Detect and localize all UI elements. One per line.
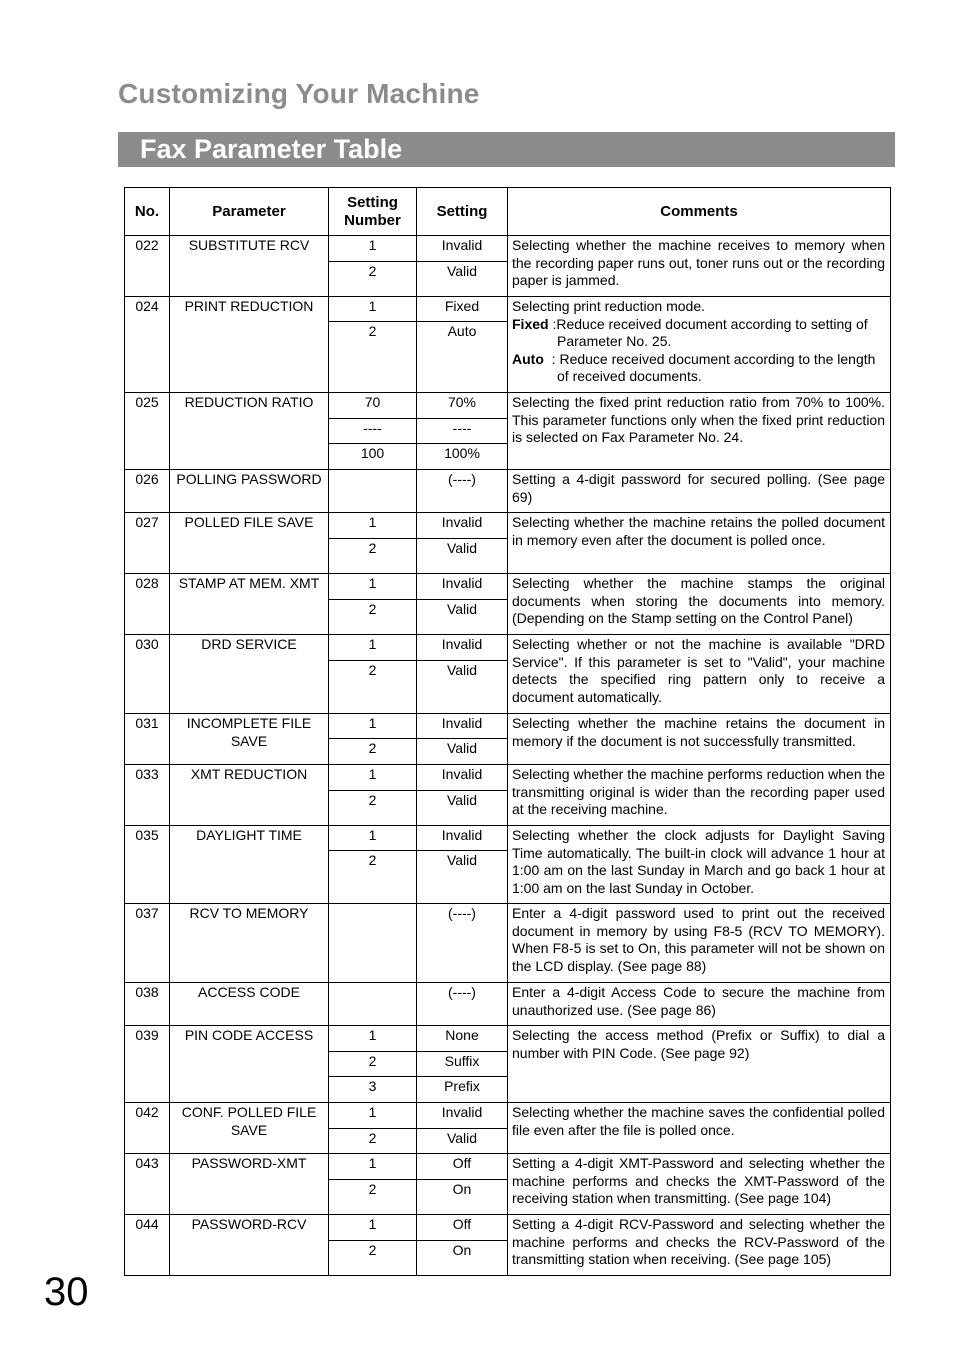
- setting-value-cell: Auto: [417, 322, 508, 393]
- setting-value-cell: Valid: [417, 262, 508, 297]
- setting-value-cell: Prefix: [417, 1077, 508, 1103]
- setting-number-cell: 2: [329, 1052, 417, 1077]
- comment-option-line: [512, 316, 885, 334]
- table-row: [125, 1026, 891, 1052]
- setting-value-cell: On: [417, 1241, 508, 1276]
- setting-value-cell: Invalid: [417, 513, 508, 539]
- comments-cell: Selecting whether the machine retains the polled document in memory even after the document is polled once.: [508, 513, 891, 574]
- parameter-number-cell: 039: [125, 1026, 170, 1103]
- setting-number-cell: 1: [329, 1103, 417, 1129]
- setting-value-cell: Valid: [417, 791, 508, 826]
- setting-number-cell: 1: [329, 635, 417, 661]
- setting-number-cell: 70: [329, 393, 417, 419]
- table-row: [125, 236, 891, 262]
- setting-value-cell: Valid: [417, 739, 508, 765]
- setting-value-cell: Off: [417, 1154, 508, 1180]
- comments-cell: Setting a 4-digit XMT-Password and selecting whether the machine performs and checks the XMT-Password of the receiving station when transmitting. (See page 104): [508, 1154, 891, 1215]
- comments-cell: [508, 297, 891, 393]
- parameter-number-cell: 022: [125, 236, 170, 297]
- setting-number-cell: 2: [329, 262, 417, 297]
- parameter-number-cell: 044: [125, 1215, 170, 1276]
- comment-option-line: [512, 351, 885, 369]
- parameter-number-cell: 028: [125, 574, 170, 635]
- comments-cell: Setting a 4-digit password for secured polling. (See page 69): [508, 470, 891, 513]
- comments-cell: Setting a 4-digit RCV-Password and selecting whether the machine performs and checks the RCV-Password of the transmitting station when receiving. (See page 105): [508, 1215, 891, 1276]
- setting-number-cell: 2: [329, 600, 417, 635]
- parameter-number-cell: 027: [125, 513, 170, 574]
- setting-value-cell: Valid: [417, 1129, 508, 1154]
- setting-number-cell: 2: [329, 1129, 417, 1154]
- comment-option-text: Reduce received document according to setting of: [556, 315, 868, 332]
- setting-value-cell: Invalid: [417, 826, 508, 851]
- setting-value-cell: Invalid: [417, 765, 508, 791]
- setting-value-cell: Off: [417, 1215, 508, 1241]
- parameter-number-cell: 030: [125, 635, 170, 714]
- column-header-parameter: Parameter: [170, 188, 329, 236]
- table-row: [125, 635, 891, 661]
- table-row: [125, 983, 891, 1026]
- parameter-name-cell: REDUCTION RATIO: [170, 393, 329, 470]
- table-row: [125, 393, 891, 419]
- parameter-name-cell: DRD SERVICE: [170, 635, 329, 714]
- comments-cell: Selecting whether or not the machine is available "DRD Service". If this parameter is set to "Valid", your machine detects the specified ring pattern only to receive a document automatically.: [508, 635, 891, 714]
- comment-option-separator: :: [543, 350, 560, 367]
- parameter-name-cell: PRINT REDUCTION: [170, 297, 329, 393]
- table-row: [125, 714, 891, 739]
- setting-value-cell: ----: [417, 419, 508, 444]
- parameter-number-cell: 042: [125, 1103, 170, 1154]
- setting-number-cell: 2: [329, 739, 417, 765]
- parameter-name-cell: INCOMPLETE FILE SAVE: [170, 714, 329, 765]
- setting-value-cell: Invalid: [417, 635, 508, 661]
- setting-value-cell: None: [417, 1026, 508, 1052]
- table-row: [125, 765, 891, 791]
- setting-number-cell: 3: [329, 1077, 417, 1103]
- setting-value-cell: Invalid: [417, 574, 508, 600]
- setting-value-cell: Valid: [417, 661, 508, 714]
- setting-number-cell: 1: [329, 714, 417, 739]
- setting-value-cell: (----): [417, 983, 508, 1026]
- comments-cell: Enter a 4-digit Access Code to secure the machine from unauthorized use. (See page 86): [508, 983, 891, 1026]
- comment-option-term: Fixed: [512, 315, 549, 332]
- comments-cell: Selecting whether the machine receives to memory when the recording paper runs out, toner runs out or the recording paper is jammed.: [508, 236, 891, 297]
- setting-value-cell: 70%: [417, 393, 508, 419]
- setting-number-cell: 2: [329, 539, 417, 574]
- page-number: 30: [44, 1270, 89, 1314]
- table-row: [125, 574, 891, 600]
- comments-cell: Selecting the fixed print reduction ratio from 70% to 100%. This parameter functions only when the fixed print reduction is selected on Fax Parameter No. 24.: [508, 393, 891, 470]
- setting-number-cell: 1: [329, 765, 417, 791]
- parameter-name-cell: SUBSTITUTE RCV: [170, 236, 329, 297]
- parameter-name-cell: ACCESS CODE: [170, 983, 329, 1026]
- setting-number-cell: 1: [329, 826, 417, 851]
- setting-value-cell: (----): [417, 470, 508, 513]
- parameter-number-cell: 031: [125, 714, 170, 765]
- setting-number-cell: 1: [329, 1154, 417, 1180]
- setting-number-cell: 2: [329, 661, 417, 714]
- comments-cell: Selecting whether the machine saves the confidential polled file even after the file is polled once.: [508, 1103, 891, 1154]
- setting-value-cell: Valid: [417, 600, 508, 635]
- setting-number-cell: 100: [329, 444, 417, 470]
- table-row: [125, 1103, 891, 1129]
- comment-option-continuation: Parameter No. 25.: [557, 333, 672, 349]
- comment-option-continuation: of received documents.: [557, 368, 702, 384]
- setting-number-cell: 2: [329, 1180, 417, 1215]
- comment-option-separator: :: [548, 315, 557, 332]
- comment-intro: Selecting print reduction mode.: [512, 298, 705, 314]
- setting-number-cell: [329, 904, 417, 983]
- parameter-name-cell: POLLED FILE SAVE: [170, 513, 329, 574]
- setting-number-cell: 1: [329, 236, 417, 262]
- setting-number-cell: [329, 983, 417, 1026]
- setting-number-cell: 1: [329, 1215, 417, 1241]
- comments-cell: Selecting whether the machine stamps the original documents when storing the documents into memory. (Depending on the Stamp setting on the Control Panel): [508, 574, 891, 635]
- comments-cell: Selecting whether the machine performs reduction when the transmitting original is wider than the recording paper used at the receiving machine.: [508, 765, 891, 826]
- setting-number-cell: [329, 470, 417, 513]
- setting-number-cell: 2: [329, 1241, 417, 1276]
- column-header-no: No.: [125, 188, 170, 236]
- setting-number-cell: 2: [329, 791, 417, 826]
- parameter-name-cell: POLLING PASSWORD: [170, 470, 329, 513]
- parameter-name-cell: XMT REDUCTION: [170, 765, 329, 826]
- parameter-number-cell: 025: [125, 393, 170, 470]
- setting-number-cell: 1: [329, 513, 417, 539]
- parameter-name-cell: PASSWORD-XMT: [170, 1154, 329, 1215]
- setting-value-cell: On: [417, 1180, 508, 1215]
- comment-option-term: Auto: [512, 350, 544, 367]
- table-header-row: [125, 188, 891, 236]
- table-row: [125, 904, 891, 983]
- setting-value-cell: Valid: [417, 851, 508, 904]
- setting-number-cell: 1: [329, 297, 417, 322]
- column-header-setting-number: Setting Number: [329, 188, 417, 236]
- fax-parameter-table: [124, 187, 891, 1276]
- setting-number-cell: ----: [329, 419, 417, 444]
- parameter-number-cell: 037: [125, 904, 170, 983]
- setting-value-cell: Invalid: [417, 236, 508, 262]
- setting-value-cell: Suffix: [417, 1052, 508, 1077]
- column-header-comments: Comments: [508, 188, 891, 236]
- parameter-number-cell: 024: [125, 297, 170, 393]
- parameter-name-cell: CONF. POLLED FILE SAVE: [170, 1103, 329, 1154]
- setting-number-cell: 2: [329, 851, 417, 904]
- table-row: [125, 297, 891, 322]
- parameter-number-cell: 035: [125, 826, 170, 904]
- setting-number-cell: 1: [329, 1026, 417, 1052]
- table-row: [125, 826, 891, 851]
- setting-value-cell: Fixed: [417, 297, 508, 322]
- comments-cell: Enter a 4-digit password used to print out the received document in memory by using F8-5 (RCV TO MEMORY). When F8-5 is set to On, this parameter will not be shown on the LCD display. (See page 88): [508, 904, 891, 983]
- comments-cell: Selecting whether the machine retains the document in memory if the document is not successfully transmitted.: [508, 714, 891, 765]
- parameter-number-cell: 033: [125, 765, 170, 826]
- section-title: Fax Parameter Table: [118, 132, 895, 167]
- comments-cell: Selecting whether the clock adjusts for Daylight Saving Time automatically. The built-in clock will advance 1 hour at 1:00 am on the last Sunday in March and go back 1 hour at 1:00 am on the last Sunday in October.: [508, 826, 891, 904]
- parameter-number-cell: 038: [125, 983, 170, 1026]
- comments-cell: Selecting the access method (Prefix or Suffix) to dial a number with PIN Code. (See page 92): [508, 1026, 891, 1103]
- parameter-name-cell: PASSWORD-RCV: [170, 1215, 329, 1276]
- table-row: [125, 1154, 891, 1180]
- parameter-number-cell: 043: [125, 1154, 170, 1215]
- setting-value-cell: Valid: [417, 539, 508, 574]
- parameter-name-cell: DAYLIGHT TIME: [170, 826, 329, 904]
- table-row: [125, 1215, 891, 1241]
- comment-option-text: Reduce received document according to the length: [559, 350, 876, 367]
- parameter-name-cell: RCV TO MEMORY: [170, 904, 329, 983]
- setting-value-cell: (----): [417, 904, 508, 983]
- setting-value-cell: 100%: [417, 444, 508, 470]
- setting-number-cell: 2: [329, 322, 417, 393]
- table-row: [125, 470, 891, 513]
- parameter-name-cell: STAMP AT MEM. XMT: [170, 574, 329, 635]
- setting-value-cell: Invalid: [417, 1103, 508, 1129]
- parameter-number-cell: 026: [125, 470, 170, 513]
- setting-number-cell: 1: [329, 574, 417, 600]
- setting-value-cell: Invalid: [417, 714, 508, 739]
- column-header-setting: Setting: [417, 188, 508, 236]
- chapter-title: Customizing Your Machine: [118, 78, 480, 109]
- table-row: [125, 513, 891, 539]
- parameter-name-cell: PIN CODE ACCESS: [170, 1026, 329, 1103]
